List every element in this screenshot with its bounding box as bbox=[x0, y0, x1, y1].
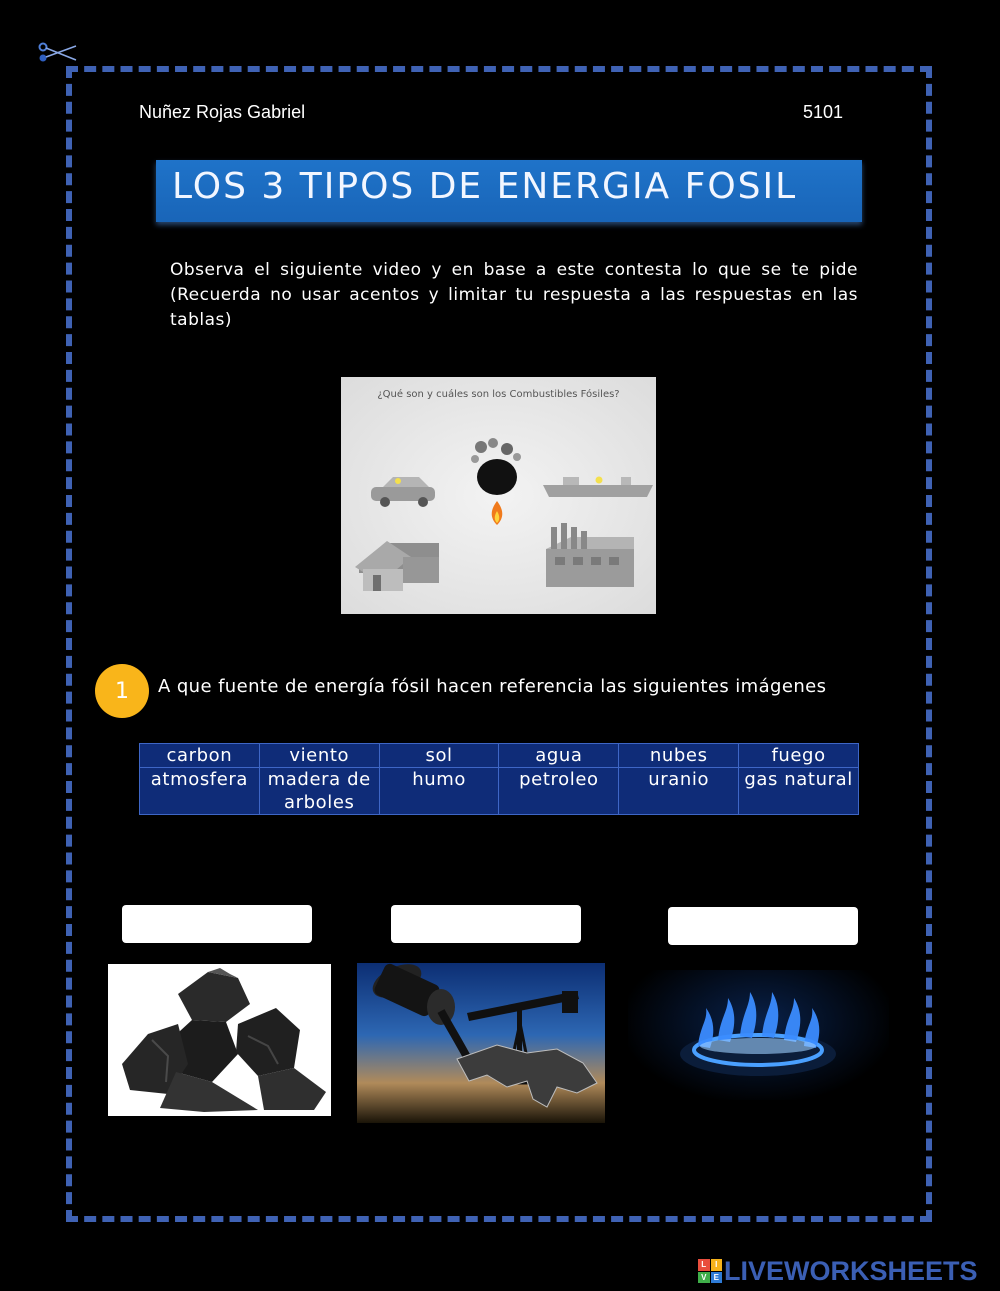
instructions-text: Observa el siguiente video y en base a este contesta lo que se te pide (Recuerda no usar acentos y limitar tu respuesta a las respuestas en las tablas) bbox=[170, 260, 858, 330]
house-icon bbox=[355, 541, 439, 591]
ship-icon bbox=[543, 477, 653, 498]
coal-smoke-icon bbox=[471, 438, 521, 495]
coal-image bbox=[108, 964, 331, 1116]
word-bank-cell: madera de arboles bbox=[259, 768, 379, 815]
student-name: Nuñez Rojas Gabriel bbox=[139, 102, 306, 122]
word-bank-cell: humo bbox=[379, 768, 499, 815]
word-bank-cell: gas natural bbox=[739, 768, 859, 815]
video-thumbnail-illustration bbox=[341, 377, 656, 614]
gas-flame-image bbox=[628, 970, 889, 1100]
word-bank-cell: petroleo bbox=[499, 768, 619, 815]
table-row bbox=[140, 768, 859, 815]
scissors-icon bbox=[36, 38, 80, 66]
video-player[interactable] bbox=[341, 377, 656, 614]
factory-icon bbox=[546, 523, 634, 587]
group-number: 5101 bbox=[803, 102, 844, 122]
answer-input-1[interactable] bbox=[122, 905, 312, 943]
table-row bbox=[140, 744, 859, 768]
question-text: A que fuente de energía fósil hacen referencia las siguientes imágenes bbox=[158, 676, 827, 697]
logo-icon: L I V E bbox=[698, 1259, 722, 1283]
page-title: LOS 3 TIPOS DE ENERGIA FOSIL bbox=[172, 166, 798, 207]
question-number-badge: 1 bbox=[95, 664, 149, 718]
liveworksheets-logo bbox=[698, 1256, 978, 1286]
car-icon bbox=[371, 477, 435, 507]
logo-text: LIVEWORKSHEETS bbox=[724, 1255, 978, 1286]
answer-input-2[interactable] bbox=[391, 905, 581, 943]
word-bank-cell: atmosfera bbox=[140, 768, 260, 815]
word-bank-cell: carbon bbox=[140, 744, 260, 768]
video-title: ¿Qué son y cuáles son los Combustibles Fósiles? bbox=[377, 389, 620, 400]
word-bank-cell: viento bbox=[259, 744, 379, 768]
answer-input-3[interactable] bbox=[668, 907, 858, 945]
word-bank-table bbox=[139, 743, 859, 815]
word-bank-cell: agua bbox=[499, 744, 619, 768]
world-map-oil bbox=[457, 1045, 597, 1107]
word-bank-cell: fuego bbox=[739, 744, 859, 768]
word-bank-cell: nubes bbox=[619, 744, 739, 768]
title-banner bbox=[156, 160, 862, 222]
word-bank-cell: uranio bbox=[619, 768, 739, 815]
oil-image bbox=[357, 963, 605, 1123]
word-bank-cell: sol bbox=[379, 744, 499, 768]
